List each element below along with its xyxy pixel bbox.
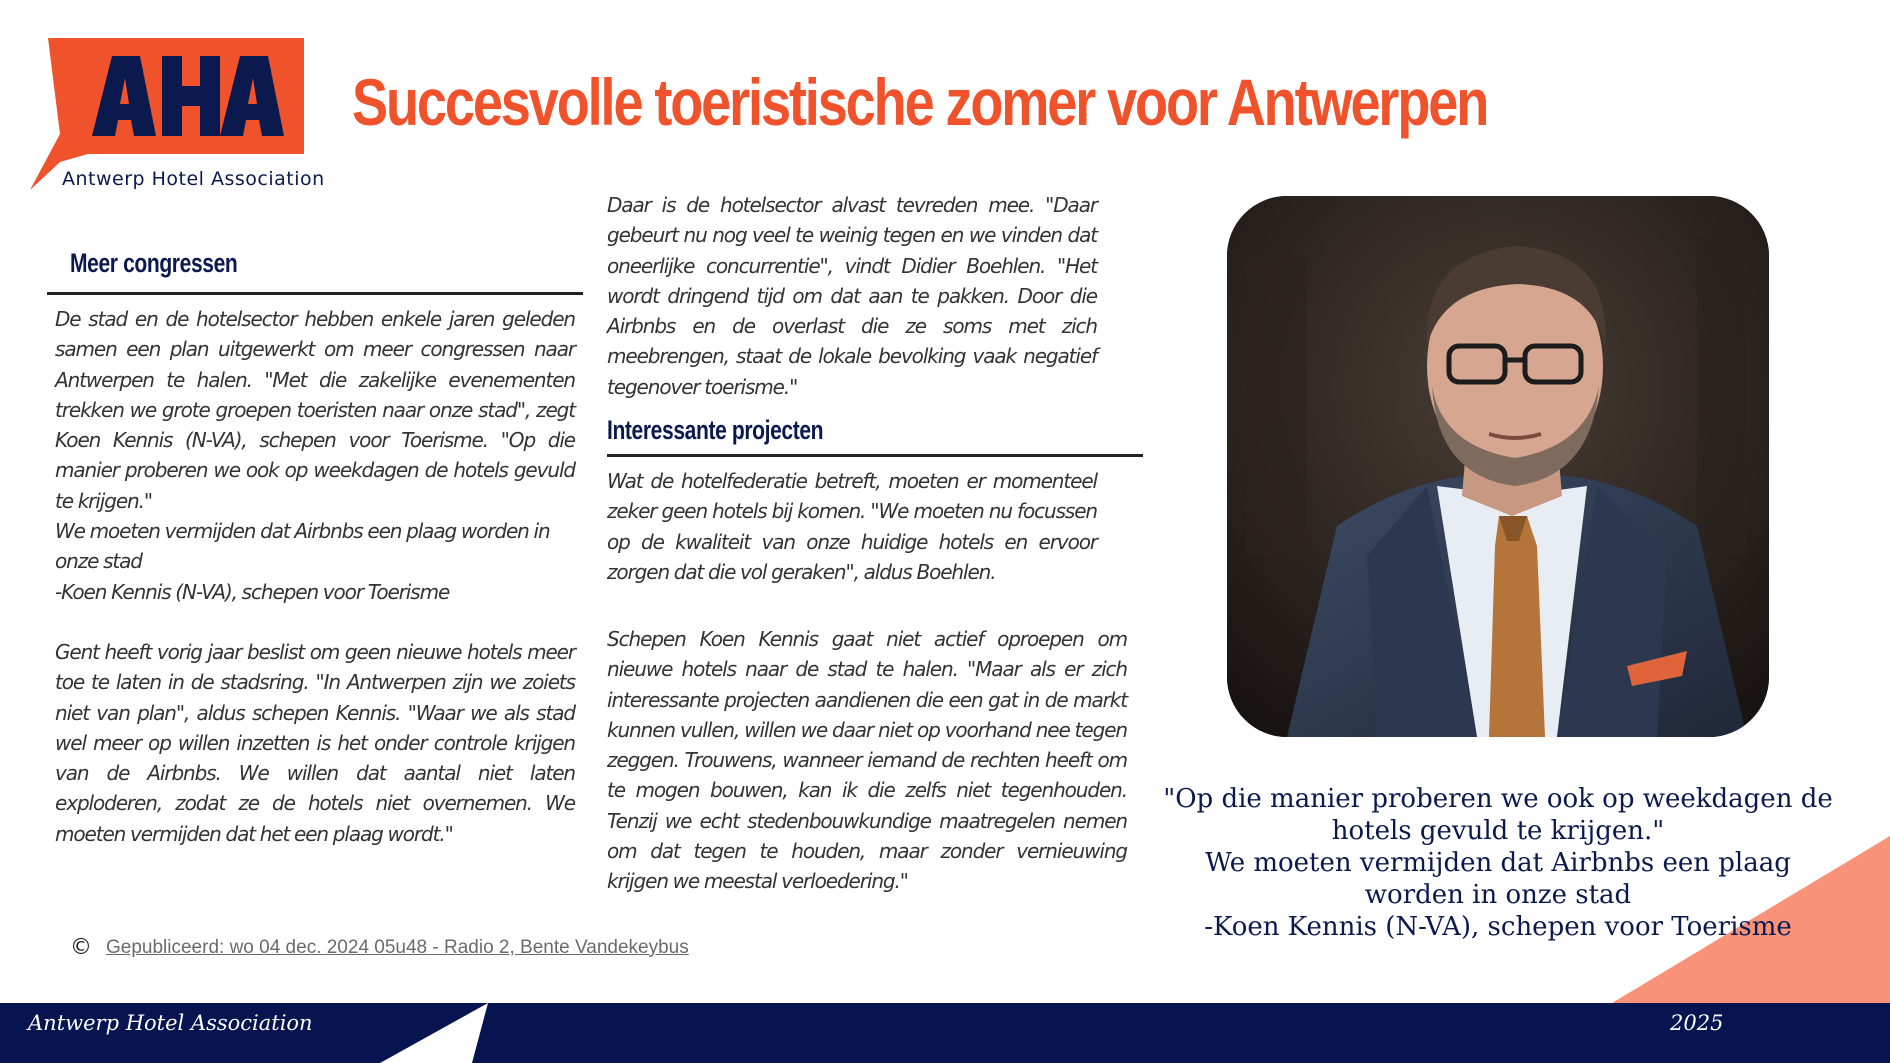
- quote-line: hotels gevuld te krijgen.": [1331, 816, 1665, 846]
- column-2-para-2: Schepen Koen Kennis gaat niet actief oproepen om nieuwe hotels naar de stad te halen. "Maar als er zich interessante projecten aandienen die een gat in de markt kunnen vullen, willen we daar niet op voorhand nee tegen zeggen. Trouwens, wanneer iemand de rechten heeft om te mogen bouwen, kan ik die zelfs niet tegenhouden. Tenzij we echt stedenbouwkundige maatregelen nemen om dat tegen te houden, maar zonder vernieuwing krijgen we meestal verloedering.": [607, 627, 1127, 894]
- pull-quote-line: We moeten vermijden dat Airbnbs een plaag worden in onze stad: [55, 519, 550, 574]
- quote-attribution: -Koen Kennis (N-VA), schepen voor Toerisme: [1204, 912, 1792, 942]
- quote-line: "Op die manier proberen we ook op weekdagen de: [1163, 784, 1833, 814]
- quote-line: worden in onze stad: [1364, 880, 1632, 910]
- logo-subtitle: Antwerp Hotel Association: [62, 168, 325, 190]
- paragraph: De stad en de hotelsector hebben enkele jaren geleden samen een plan uitgewerkt om meer congressen naar Antwerpen te halen. "Met die zakelijke evenementen trekken we grote groepen toeristen naar onze stad", zegt Koen Kennis (N-VA), schepen voor Toerisme. "Op die manier proberen we ook op weekdagen de hotels gevuld te krijgen.": [55, 307, 575, 513]
- column-2-intro: Daar is de hotelsector alvast tevreden mee. "Daar gebeurt nu nog veel te weinig tegen en we vinden dat oneerlijke concurrentie", vindt Didier Boehlen. "Het wordt dringend tijd om dat aan te pakken. Door die Airbnbs en de overlast die ze soms met zich meebrengen, staat de lokale bevolking vaak negatief tegenover toerisme.": [607, 193, 1097, 399]
- paragraph: Gent heeft vorig jaar beslist om geen nieuwe hotels meer toe te laten in de stadsring. "In Antwerpen zijn we zoiets niet van plan", aldus schepen Kennis. "Waar we als stad wel meer op willen inzetten is het onder controle krijgen van de Airbnbs. We willen dat aantal niet laten exploderen, zodat ze de hotels niet overnemen. We moeten vermijden dat het een plaag wordt.": [55, 639, 575, 846]
- heading-meer-congressen: Meer congressen: [70, 248, 238, 278]
- heading-interessante-projecten: Interessante projecten: [607, 415, 824, 445]
- footer-year: 2025: [1670, 1011, 1724, 1035]
- pull-quote-attribution: -Koen Kennis (N-VA), schepen voor Toerisme: [55, 579, 450, 604]
- quote-line: We moeten vermijden dat Airbnbs een plaag: [1205, 848, 1791, 878]
- copyright-icon: ©: [70, 935, 92, 960]
- source-link[interactable]: Gepubliceerd: wo 04 dec. 2024 05u48 - Radio 2, Bente Vandekeybus: [106, 936, 689, 958]
- footer-organization: Antwerp Hotel Association: [28, 1011, 313, 1035]
- column-2-para-1: Wat de hotelfederatie betreft, moeten er momenteel zeker geen hotels bij komen. "We moeten nu focussen op de kwaliteit van onze huidige hotels en ervoor zorgen dat die vol geraken", aldus Boehlen.: [607, 469, 1097, 584]
- footer-white-slash: [380, 1003, 488, 1063]
- page-title: Succesvolle toeristische zomer voor Antwerpen: [352, 65, 1488, 139]
